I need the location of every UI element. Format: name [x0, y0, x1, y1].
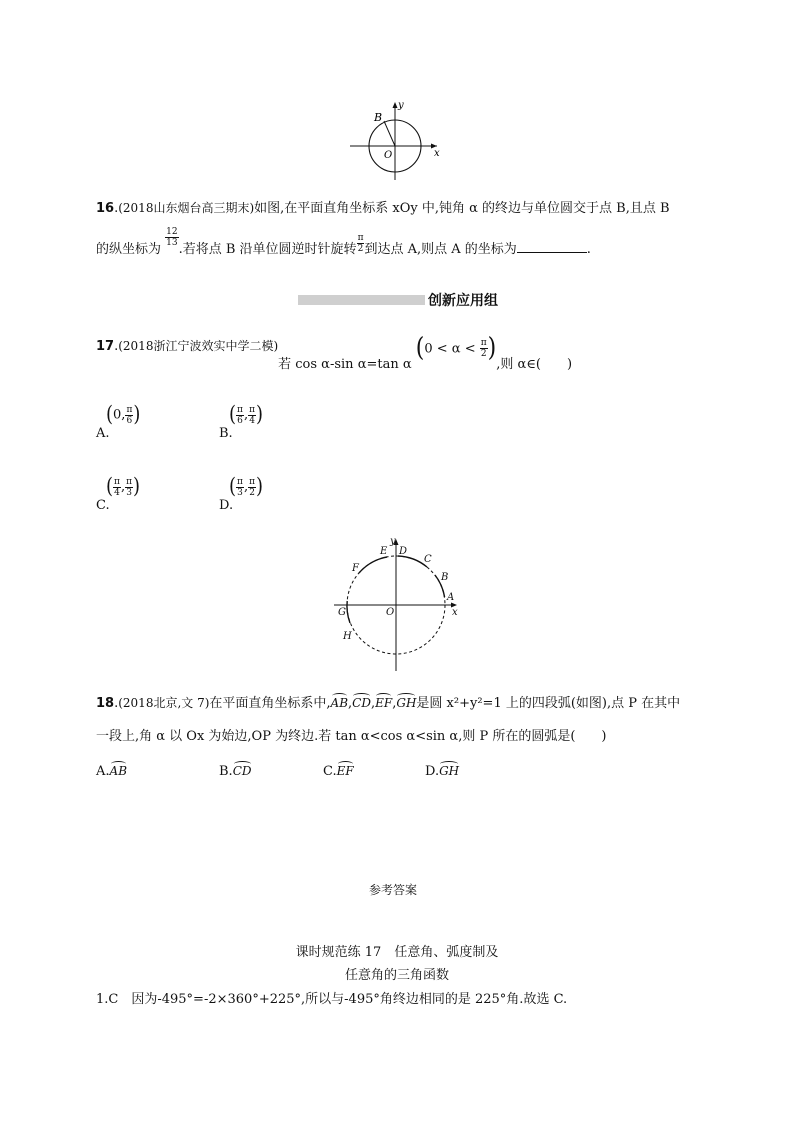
q18-option-A-letter: A. [96, 764, 110, 779]
q17-option-D[interactable] [219, 473, 264, 513]
q18-arc-AB: AB [330, 696, 349, 710]
q17-option-B[interactable] [219, 401, 264, 441]
q18-number: 18 [96, 696, 115, 711]
fig2-label-x: x [452, 607, 458, 618]
q17-option-A-interval: (0, $\frac{\pi}{6}$ ) [106, 401, 141, 427]
q18-arc-CD: CD [352, 696, 371, 710]
answers-subtitle1: 课时规范练 17 任意角、弧度制及 [295, 945, 499, 960]
q17-condition: (0 < α < $\frac{\pi}{2}$ ) [415, 332, 497, 363]
arc-circle-figure [330, 535, 465, 673]
q17-option-C-letter: C. [96, 498, 110, 513]
q18-option-D-letter: D. [425, 764, 440, 779]
q16-source: (2018山东烟台高三期末) [118, 201, 255, 215]
q17-option-A[interactable] [96, 401, 141, 441]
q16-rot-num: π [357, 233, 364, 243]
q17-option-B-letter: B. [219, 426, 233, 441]
section-bar [298, 295, 425, 305]
q17-option-A-left: 0, [113, 407, 126, 423]
unit-circle-figure [345, 98, 450, 183]
arc-CD [398, 556, 427, 567]
q18-option-C-arc: EF [336, 764, 354, 778]
q16-number: 16 [96, 201, 115, 216]
q16-text-line2c: 到达点 A,则点 A 的坐标为 [364, 242, 517, 257]
q17-dot: . [114, 339, 119, 354]
section-title: 创新应用组 [428, 293, 498, 309]
fig2-label-E: E [380, 546, 388, 557]
q18-option-B-letter: B. [219, 764, 233, 779]
q18-option-A[interactable] [96, 764, 127, 779]
fig1-label-B: B [374, 111, 383, 124]
q18-option-C[interactable] [323, 764, 354, 779]
q16-fraction [165, 227, 178, 248]
answers-subtitle1-wrap [0, 941, 794, 960]
fig2-label-B: B [441, 572, 449, 583]
q16-line2 [96, 227, 591, 260]
q17-stem-a: 若 cos α-sin α=tan α [278, 357, 412, 372]
q16-frac-num: 12 [166, 227, 178, 237]
q18-option-C-letter: C. [323, 764, 337, 779]
q17-option-B-interval: ( $\frac{\pi}{6}$ , $\frac{\pi}{4}$ ) [229, 401, 264, 427]
q18-line1b: 是圆 x²+y²=1 上的四段弧(如图),点 P 在其中 [416, 696, 681, 711]
fig2-label-F: F [352, 563, 359, 574]
fig1-label-x: x [434, 148, 440, 159]
q16-line1 [96, 197, 670, 216]
arc-EF [359, 557, 387, 573]
q17-cond-num: π [480, 338, 487, 348]
q18-arc-EF: EF [375, 696, 393, 710]
answers-title: 参考答案 [369, 883, 418, 897]
q16-text-line2a: 的纵坐标为 [96, 242, 162, 257]
q17-cond-den: 2 [480, 349, 487, 359]
answers-subtitle2-wrap [0, 964, 794, 983]
q17-stem-b: ,则 α∈( ) [496, 357, 573, 372]
q16-rotation-fraction [357, 233, 365, 254]
q17-option-C[interactable] [96, 473, 141, 513]
q18-option-D-arc: GH [439, 764, 460, 778]
q18-option-A-arc: AB [109, 764, 128, 778]
q16-answer-blank[interactable] [517, 240, 587, 253]
q16-dot: . [114, 201, 119, 216]
q17-option-D-interval: ( $\frac{\pi}{3}$ , $\frac{\pi}{2}$ ) [229, 473, 264, 499]
q17-option-D-letter: D. [219, 498, 234, 513]
q18-line2: 一段上,角 α 以 Ox 为始边,OP 为终边.若 tan α<cos α<sin α,则 P 所在的圆弧是( ) [96, 729, 607, 744]
q18-option-B-arc: CD [232, 764, 252, 778]
q17-number: 17 [96, 339, 115, 354]
fig1-label-y: y [398, 100, 404, 111]
q17-cond-left: 0 < α < [424, 341, 476, 356]
answers-subtitle2: 任意角的三角函数 [344, 968, 449, 983]
fig2-label-H: H [343, 631, 352, 642]
q17-option-A-letter: A. [96, 426, 110, 441]
answer-1: 1.C 因为-495°=-2×360°+225°,所以与-495°角终边相同的是 225°角.故选 C. [96, 992, 568, 1007]
fig2-label-C: C [424, 554, 432, 565]
q16-frac-den: 13 [166, 238, 178, 248]
q18-line1: 18.(2018北京,文 7)在平面直角坐标系中,AB,CD,EF,GH是圆 x²+y²=1 上的四段弧(如图),点 P 在其中 [96, 696, 681, 711]
q18-dot: . [114, 696, 119, 711]
q16-end-period: . [586, 242, 591, 257]
q16-rot-den: 2 [357, 244, 364, 254]
q17-option-C-interval: ( $\frac{\pi}{4}$ , $\frac{\pi}{3}$ ) [106, 473, 141, 499]
q17-source: (2018浙江宁波效实中学二模) [118, 339, 279, 353]
fig2-label-G: G [338, 607, 346, 618]
q18-line1a: 在平面直角坐标系中, [209, 696, 331, 711]
q18-source: (2018北京,文 7) [118, 696, 210, 710]
q18-arc-GH: GH [396, 696, 417, 710]
q17-stem [96, 332, 573, 372]
q16-text-line1: 如图,在平面直角坐标系 xOy 中,钝角 α 的终边与单位圆交于点 B,且点 B [254, 201, 670, 216]
fig2-label-A: A [447, 592, 455, 603]
arc-GH [347, 601, 350, 623]
fig1-label-O: O [384, 150, 393, 161]
fig2-label-D: D [399, 546, 408, 557]
q18-option-D[interactable] [425, 764, 459, 779]
fig2-label-y: y [390, 536, 396, 547]
q18-option-B[interactable] [219, 764, 252, 779]
fig2-label-O: O [386, 607, 395, 618]
q16-text-line2b: .若将点 B 沿单位圆逆时针旋转 [178, 242, 357, 257]
